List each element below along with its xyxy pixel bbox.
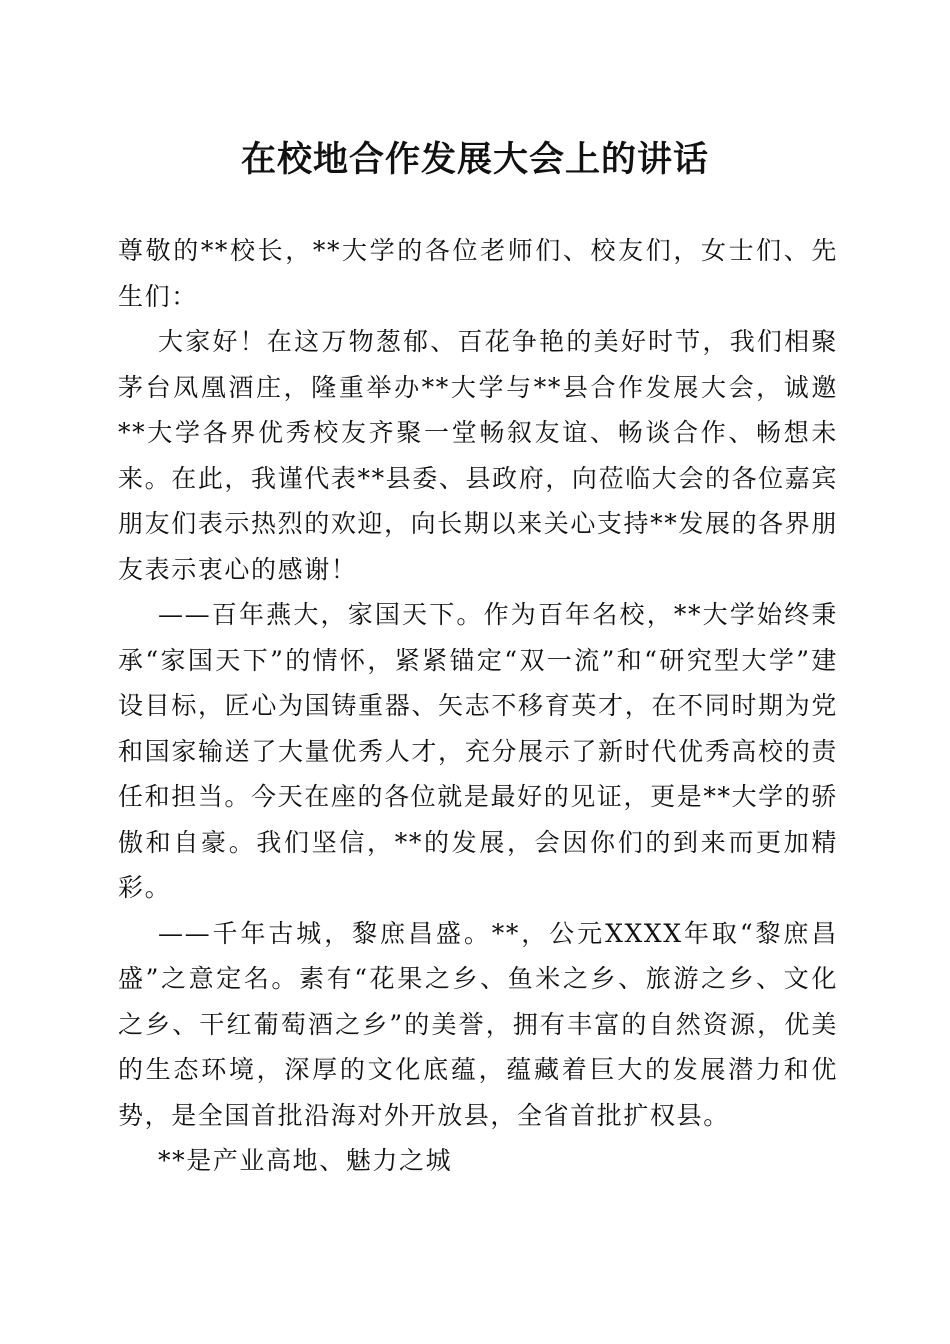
document-title: 在校地合作发展大会上的讲话 — [240, 139, 709, 180]
document-body — [118, 228, 838, 1184]
salutation-paragraph: 尊敬的**校长，**大学的各位老师们、校友们，女士们、先生们： — [118, 236, 838, 311]
county-history-paragraph: ——千年古城，黎庶昌盛。**，公元XXXX年取“黎庶昌盛”之意定名。素有“花果之乡、鱼米之乡、旅游之乡、文化之乡、干红葡萄酒之乡”的美誉，拥有丰富的自然资源，优美的生态环境，深厚的文化底蕴，蕴藏着巨大的发展潜力和优势，是全国首批沿海对外开放县，全省首批扩权县。 — [118, 918, 838, 1130]
greeting-paragraph: 大家好！在这万物葱郁、百花争艳的美好时节，我们相聚茅台凤凰酒庄，隆重举办**大学与**县合作发展大会，诚邀**大学各界优秀校友齐聚一堂畅叙友谊、畅谈合作、畅想未来。在此，我谨代表**县委、县政府，向莅临大会的各位嘉宾朋友们表示热烈的欢迎，向长期以来关心支持**发展的各界朋友表示衷心的感谢！ — [118, 327, 838, 584]
university-paragraph: ——百年燕大，家国天下。作为百年名校，**大学始终秉承“家国天下”的情怀，紧紧锚定“双一流”和“研究型大学”建设目标，匠心为国铸重器、矢志不移育英才，在不同时期为党和国家输送了大量优秀人才，充分展示了新时代优秀高校的责任和担当。今天在座的各位就是最好的见证，更是**大学的骄傲和自豪。我们坚信，**的发展，会因你们的到来而更加精彩。 — [118, 600, 838, 902]
industry-heading-paragraph: **是产业高地、魅力之城 — [158, 1146, 453, 1175]
